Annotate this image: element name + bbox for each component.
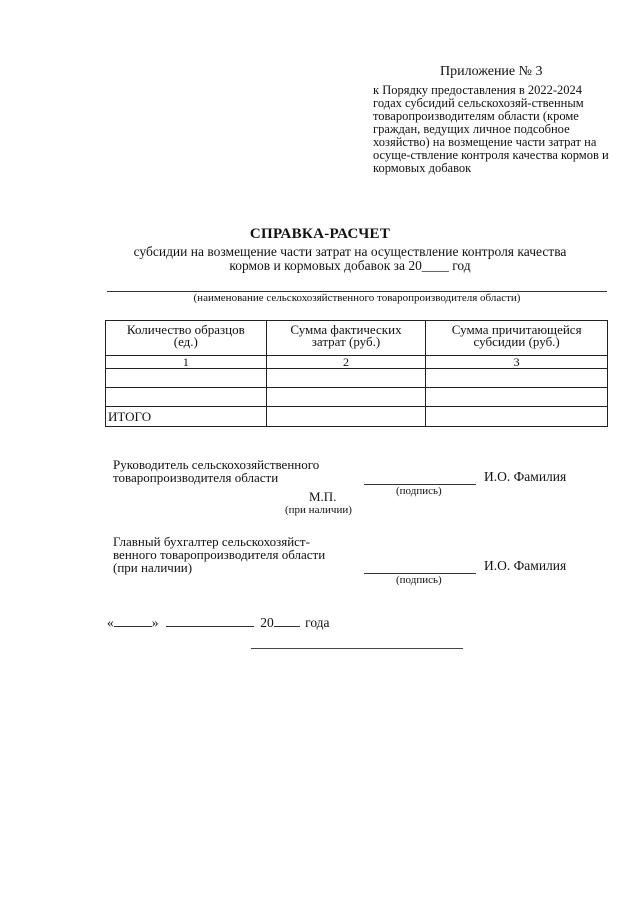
calculation-table [105, 320, 608, 427]
date-line: « » 20 года [107, 615, 330, 630]
subtitle-line-2: кормов и кормовых добавок за 20____ год [229, 258, 471, 273]
head-position: Руководитель сельскохозяйственного товаропроизводителя области [113, 457, 320, 485]
table-number-row [106, 356, 608, 369]
header-actual-costs: Сумма фактических затрат (руб.) [266, 321, 426, 356]
annex-title: Приложение № 3 [440, 64, 543, 79]
head-signature-caption: (подпись) [396, 485, 442, 497]
column-number: 1 [106, 356, 267, 369]
year-blank[interactable] [274, 614, 300, 627]
table-total-row [106, 407, 608, 427]
stamp-note: (при наличии) [285, 504, 352, 516]
head-name: И.О. Фамилия [484, 469, 567, 484]
subtitle-line-1: субсидии на возмещение части затрат на осуществление контроля качества [133, 244, 567, 259]
month-blank[interactable] [166, 614, 254, 627]
header-subsidy-amount: Сумма причитающейся субсидии (руб.) [426, 321, 608, 356]
table-cell[interactable] [106, 388, 267, 407]
header-sample-count: Количество образцов (ед.) [106, 321, 267, 356]
table-cell[interactable] [106, 369, 267, 388]
bottom-divider [251, 648, 463, 649]
table-cell[interactable] [266, 388, 426, 407]
document-subtitle [100, 245, 600, 273]
column-number: 2 [266, 356, 426, 369]
document-title: СПРАВКА-РАСЧЕТ [249, 226, 391, 242]
total-cell[interactable] [426, 407, 608, 427]
table-row [106, 388, 608, 407]
table-row [106, 369, 608, 388]
stamp-label: М.П. [309, 489, 337, 504]
table-cell[interactable] [266, 369, 426, 388]
table-header-row [106, 321, 608, 356]
total-label: ИТОГО [106, 407, 267, 427]
accountant-position: Главный бухгалтер сельскохозяйст- венного товаропроизводителя области (при наличии) [113, 534, 326, 575]
total-cell[interactable] [266, 407, 426, 427]
day-blank[interactable] [114, 614, 152, 627]
column-number: 3 [426, 356, 608, 369]
accountant-signature-caption: (подпись) [396, 574, 442, 586]
annex-text: к Порядку предоставления в 2022-2024 годах субсидий сельскохозяй-ственным товаропроизводителям области (кроме граждан, ведущих личное подсобное хозяйство) на возмещение части затрат на осуще-ствление контроля качества кормов и кормовых добавок [373, 83, 609, 175]
accountant-name: И.О. Фамилия [484, 558, 567, 573]
table-cell[interactable] [426, 369, 608, 388]
table-cell[interactable] [426, 388, 608, 407]
organization-caption: (наименование сельскохозяйственного товаропроизводителя области) [193, 292, 521, 304]
